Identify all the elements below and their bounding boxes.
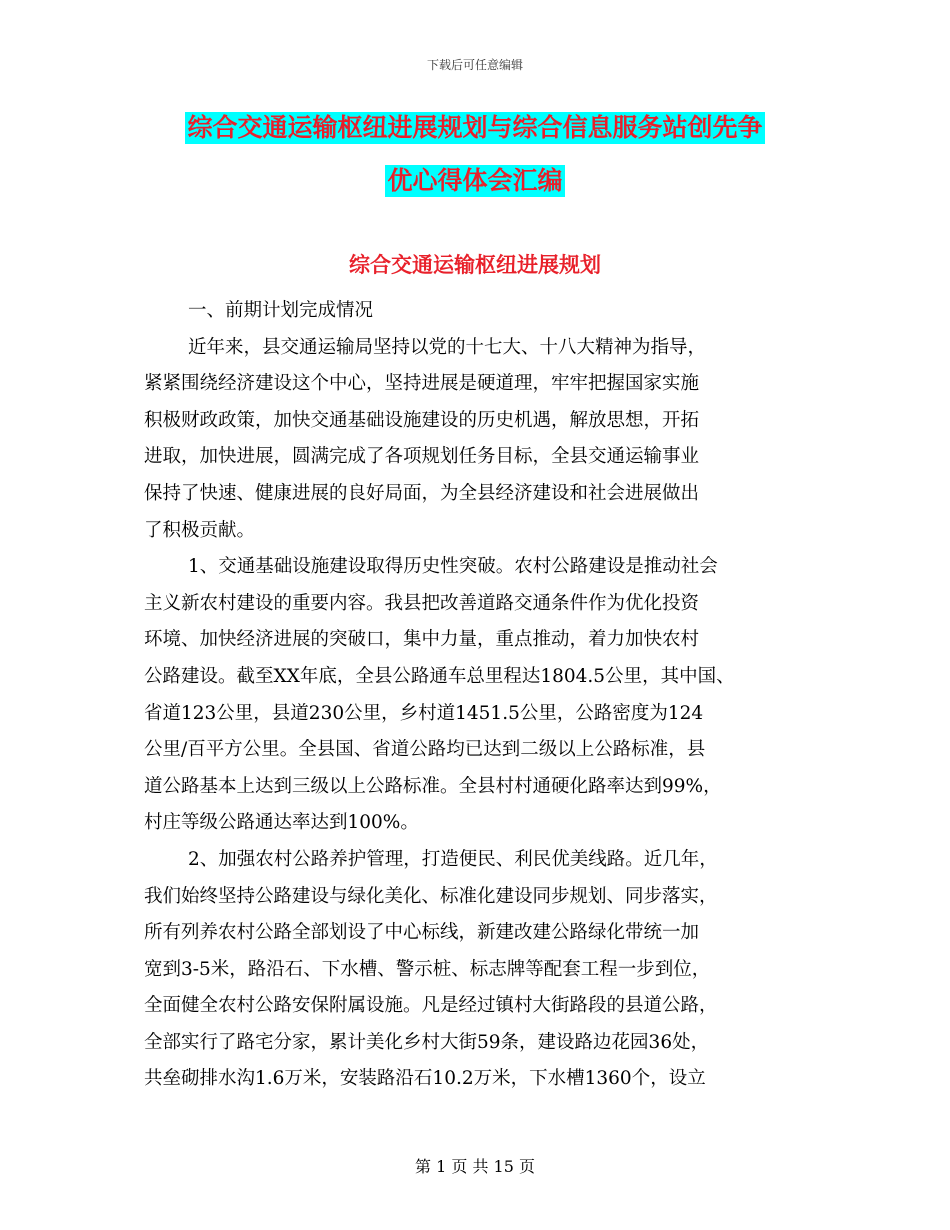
body-line: 一、前期计划完成情况 xyxy=(188,300,374,321)
body-line: 省道123公里，县道230公里，乡村道1451.5公里，公路密度为124 xyxy=(144,702,704,724)
body-line: 宽到3-5米，路沿石、下水槽、警示桩、标志牌等配套工程一步到位， xyxy=(144,958,711,980)
body-line: 近年来，县交通运输局坚持以党的十七大、十八大精神为指导， xyxy=(188,336,707,358)
body-line: 所有列养农村公路全部划设了中心标线，新建改建公路绿化带统一加 xyxy=(144,922,700,944)
page-footer: 第 1 页 共 15 页 xyxy=(415,1157,535,1176)
body-line: 公里/百平方公里。全县国、省道公路均已达到二级以上公路标准，县 xyxy=(144,739,706,761)
document-title-line-1: 综合交通运输枢纽进展规划与综合信息服务站创先争 xyxy=(187,113,763,142)
body-line: 全面健全农村公路安保附属设施。凡是经过镇村大街路段的县道公路， xyxy=(144,995,718,1017)
body-line: 紧紧围绕经济建设这个中心，坚持进展是硬道理，牢牢把握国家实施 xyxy=(144,373,700,395)
document-title-line-2: 优心得体会汇编 xyxy=(387,166,563,195)
body-line: 了积极贡献。 xyxy=(144,519,256,541)
section-title: 综合交通运输枢纽进展规划 xyxy=(349,253,601,277)
body-line: 公路建设。截至XX年底，全县公路通车总里程达1804.5公里，其中国、 xyxy=(144,665,735,687)
body-line: 环境、加快经济进展的突破口，集中力量，重点推动，着力加快农村 xyxy=(144,629,700,651)
body-line: 全部实行了路宅分家，累计美化乡村大街59条，建设路边花园36处， xyxy=(144,1031,710,1053)
body-line: 主义新农村建设的重要内容。我县把改善道路交通条件作为优化投资 xyxy=(144,592,700,614)
body-line: 保持了快速、健康进展的良好局面，为全县经济建设和社会进展做出 xyxy=(144,482,700,504)
body-line: 1、交通基础设施建设取得历史性突破。农村公路建设是推动社会 xyxy=(188,556,718,578)
body-line: 共垒砌排水沟1.6万米，安装路沿石10.2万米，下水槽1360个，设立 xyxy=(144,1068,706,1090)
document-title xyxy=(0,112,950,218)
body-line: 进取，加快进展，圆满完成了各项规划任务目标，全县交通运输事业 xyxy=(144,446,700,468)
body-line: 道公路基本上达到三级以上公路标准。全县村村通硬化路率达到99%， xyxy=(144,775,722,797)
body-line: 积极财政政策，加快交通基础设施建设的历史机遇，解放思想，开拓 xyxy=(144,409,700,431)
document-body xyxy=(144,293,834,1098)
page-header-note: 下载后可任意编辑 xyxy=(426,58,523,72)
body-line: 2、加强农村公路养护管理，打造便民、利民优美线路。近几年， xyxy=(188,848,718,870)
body-line: 我们始终坚持公路建设与绿化美化、标准化建设同步规划、同步落实， xyxy=(144,885,718,907)
body-line: 村庄等级公路通达率达到100%。 xyxy=(144,812,419,834)
